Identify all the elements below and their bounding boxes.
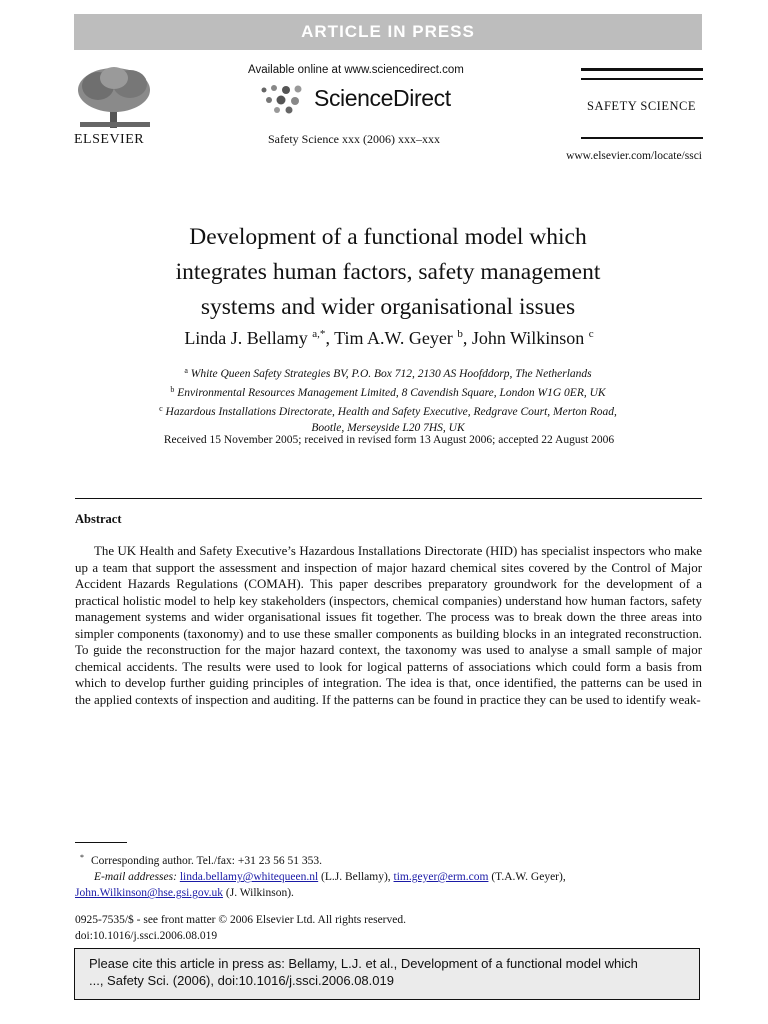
affiliation-line: Bootle, Merseyside L20 7HS, UK — [311, 422, 465, 434]
affiliation-line: $^a$ White Queen Safety Strategies BV, P.O. Box 712, 2130 AS Hoofddorp, The Netherlands — [184, 366, 592, 380]
sciencedirect-dots-logo-icon — [258, 84, 308, 114]
email-addresses: E-mail addresses: linda.bellamy@whitequeen.nl (L.J. Bellamy), tim.geyer@erm.com (T.A.W. Geyer), — [94, 871, 566, 883]
affiliations — [80, 363, 696, 436]
email-link[interactable]: linda.bellamy@whitequeen.nl — [179, 871, 319, 883]
email-addresses-continued: John.Wilkinson@hse.gsi.gov.uk (J. Wilkinson). — [75, 887, 294, 899]
issue-line: Safety Science xxx (2006) xxx–xxx — [268, 132, 440, 146]
abstract-heading: Abstract — [75, 512, 122, 526]
journal-url-link[interactable]: www.elsevier.com/locate/ssci — [566, 150, 702, 162]
author-name[interactable]: John Wilkinson — [471, 328, 585, 348]
publisher-name: ELSEVIER — [74, 132, 145, 147]
author-name[interactable]: Linda J. Bellamy — [184, 328, 308, 348]
copyright-block — [75, 912, 406, 944]
doi-line[interactable]: doi:10.1016/j.ssci.2006.08.019 — [75, 930, 218, 942]
affiliation-line: $^b$ Environmental Resources Management Limited, 8 Cavendish Square, London W1G 0ER, UK — [170, 385, 606, 399]
corresponding-author-note: * Corresponding author. Tel./fax: +31 23 56 51 353. — [80, 853, 322, 867]
citation-line: ..., Safety Sci. (2006), doi:10.1016/j.ssci.2006.08.019 — [89, 973, 394, 988]
abstract-top-rule — [75, 498, 702, 499]
author-name[interactable]: Tim A.W. Geyer — [334, 328, 453, 348]
affiliation-line: $^c$ Hazardous Installations Directorate, Health and Safety Executive, Redgrave Court, Merton Road, — [159, 404, 617, 418]
email-link[interactable]: tim.geyer@erm.com — [393, 871, 489, 883]
header-rule-lower — [581, 137, 703, 139]
footnote-rule — [75, 842, 127, 843]
citation-line: Please cite this article in press as: Bellamy, L.J. et al., Development of a functional model which — [89, 956, 638, 971]
article-title — [80, 220, 696, 325]
footnote — [75, 850, 702, 901]
author-mark: a,* — [312, 328, 326, 340]
title-line: systems and wider organisational issues — [200, 294, 576, 320]
citation-box — [74, 948, 700, 1000]
sciencedirect-wordmark: ScienceDirect — [314, 85, 451, 111]
copyright-line: 0925-7535/$ - see front matter © 2006 Elsevier Ltd. All rights reserved. — [75, 914, 406, 926]
title-line: integrates human factors, safety management — [175, 259, 601, 285]
abstract-body — [75, 543, 702, 708]
author-list: Linda J. Bellamy $^{a,*}$, Tim A.W. Geyer $^b$, John Wilkinson $^c$ — [184, 328, 594, 348]
abstract-paragraph: The UK Health and Safety Executive’s Hazardous Installations Directorate (HID) has specialist inspectors who make up a team that support the assessment and inspection of major hazard chemical sites covered by the Control of Major Accident Hazards Regulations (COMAH). This paper describes preparatory groundwork for the development of a practical holistic model to help key stakeholders (inspectors, chemical companies) understand how human factors, safety management systems and wider organisational issues fit together. The process was to break down the three areas into simpler components (taxonomy) and to use these smaller components as building blocks in an integrated reconstruction. To guide the reconstruction for the major hazard context, the taxonomy was used to analyse a small sample of major chemical accidents. The results were used to look for logical patterns of associations which could form a basis from which to develop further guiding principles of integration. The idea is that, once identified, the patterns can be used in the applied contexts of inspection and auditing. If the patterns can be found in practice they can be used to identify weak- — [75, 544, 702, 707]
received-dates: Received 15 November 2005; received in revised form 13 August 2006; accepted 22 August 2006 — [163, 434, 615, 446]
available-online-text: Available online at www.sciencedirect.com — [248, 64, 464, 76]
header-rule-thin — [581, 78, 703, 80]
title-line: Development of a functional model which — [189, 224, 587, 250]
journal-name: SAFETY SCIENCE — [587, 99, 696, 113]
author-mark: c — [588, 328, 594, 340]
email-link[interactable]: John.Wilkinson@hse.gsi.gov.uk — [75, 887, 224, 899]
header-rule-thick — [581, 68, 703, 71]
author-mark: b — [457, 328, 463, 340]
article-in-press-banner: ARTICLE IN PRESS — [74, 14, 702, 50]
